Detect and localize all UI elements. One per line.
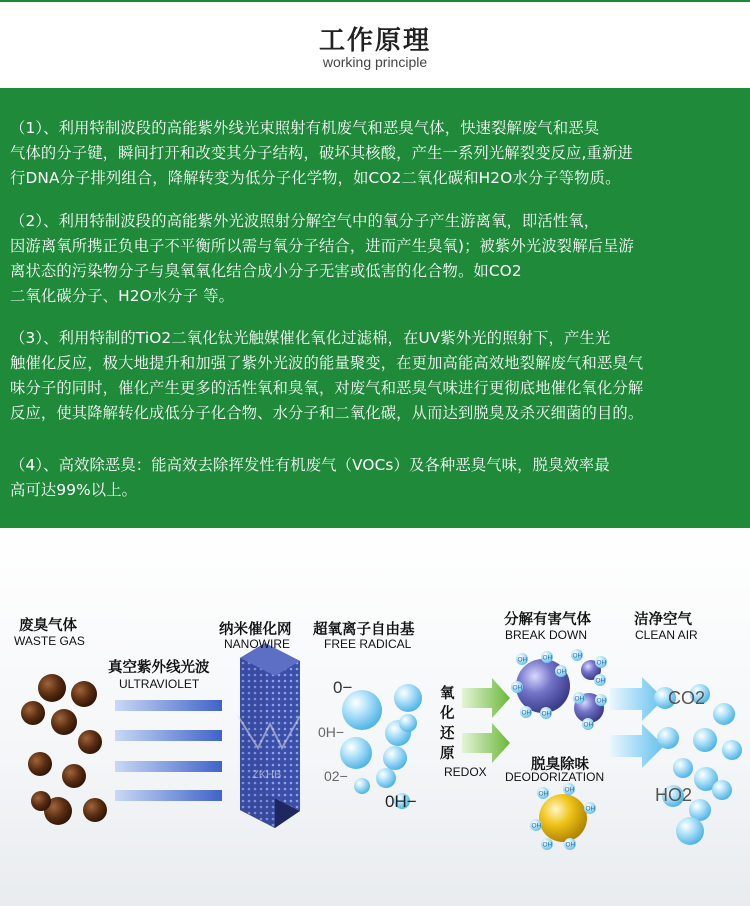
oh-tag-text: OH: [564, 786, 575, 794]
deodorization-label-cn: 脱臭除味: [531, 757, 589, 773]
uv-wave-stripe: [115, 700, 222, 711]
principle-4-line: （4）、高效除恶臭：能高效去除挥发性有机废气（VOCs）及各种恶臭气味，脱臭效率最: [10, 456, 610, 474]
principle-3-line: 反应，使其降解转化成低分子化合物、水分子和二氧化碳，从而达到脱臭及杀灭细菌的目的。: [10, 404, 644, 422]
uv-wave-stripe: [115, 730, 222, 741]
deodorization-molecule: [539, 794, 587, 842]
ultraviolet-waves: [115, 700, 222, 801]
principle-1: [10, 116, 742, 191]
clean-air-label-cn: 洁净空气: [634, 612, 692, 628]
oh-minus-label: 0H−: [318, 724, 345, 740]
waste-gas-molecule: [28, 752, 52, 776]
oh-tag-text: OH: [583, 721, 594, 729]
free-radical-label-en: FREE RADICAL: [324, 637, 412, 651]
oh-tag-text: OH: [512, 684, 523, 692]
nanowire-label-en: NANOWIRE: [224, 637, 290, 651]
co2-label: CO2: [668, 688, 706, 708]
oh-tag-text: OH: [517, 656, 528, 664]
oh-tag-text: OH: [542, 841, 553, 849]
oh-tag-text: OH: [556, 668, 567, 676]
redox-char: 化: [440, 706, 455, 722]
redox-char: 原: [440, 746, 455, 762]
oh-tag-text: OH: [585, 805, 596, 813]
oh-tag-text: OH: [541, 710, 552, 718]
principle-2-line: 因游离氧所携正负电子不平衡所以需与氧分子结合，进而产生臭氧)；被紫外光波裂解后呈游: [10, 237, 634, 255]
clean-air-molecule: [657, 727, 679, 749]
free-radical-bubble: [354, 778, 370, 794]
clean-air-molecule: [722, 740, 742, 760]
oh-tag-text: OH: [521, 709, 532, 717]
clean-air-molecule: [676, 817, 704, 845]
oh-tag-text: OH: [596, 659, 607, 667]
break-down-label-en: BREAK DOWN: [505, 628, 588, 642]
oh-tag-text: OH: [574, 695, 585, 703]
uv-wave-stripe: [115, 761, 222, 772]
waste-gas-label-en: WASTE GAS: [14, 634, 85, 648]
diagram-canvas: [0, 528, 750, 906]
principle-3-line: 味分子的同时，催化产生更多的活性氧和臭氧，对废气和恶臭气味进行更彻底地催化氧化分解: [10, 379, 644, 397]
principle-3-line: 触催化反应，极大地提升和加强了紫外光波的能量聚变，在更加高能高效地裂解废气和恶臭气: [10, 354, 644, 372]
ultraviolet-label-en: ULTRAVIOLET: [119, 677, 200, 691]
process-diagram: [0, 528, 750, 906]
ultraviolet-label-cn: 真空紫外线光波: [108, 660, 210, 676]
clean-air-arrow-icon: [610, 724, 664, 768]
page-title: 工作原理: [318, 26, 431, 56]
oh-tag-text: OH: [531, 822, 542, 830]
waste-gas-molecule: [83, 798, 107, 822]
free-radical-label-cn: 超氧离子自由基: [313, 622, 415, 638]
principle-4-line: 高可达99%以上。: [10, 481, 138, 499]
clean-air-molecule: [673, 758, 693, 778]
oh-tag-text: OH: [572, 652, 583, 660]
free-radical-bubble: [383, 746, 407, 770]
oh-minus-label: 0H−: [385, 792, 417, 811]
waste-gas-molecules: [21, 674, 107, 825]
principle-2-line: 离状态的污染物分子与臭氧氧化结合成小分子无害或低害的化合物。如CO2: [10, 262, 522, 280]
principle-3: [10, 326, 742, 426]
oh-tag-text: OH: [542, 654, 553, 662]
waste-gas-molecule: [51, 709, 77, 735]
redox-char: 还: [440, 726, 455, 742]
principle-2: [10, 209, 742, 309]
principle-1-line: （1）、利用特制波段的高能紫外线光束照射有机废气和恶臭气体，快速裂解废气和恶臭: [10, 119, 600, 137]
oh-tag-text: OH: [538, 790, 549, 798]
uv-wave-stripe: [115, 790, 222, 801]
o2-minus-label: 02−: [324, 768, 348, 784]
break-down-label-cn: 分解有害气体: [504, 612, 591, 628]
waste-gas-molecule: [71, 681, 97, 707]
waste-gas-molecule: [21, 701, 45, 725]
redox-arrow-icon: [462, 723, 510, 763]
clean-air-label-en: CLEAN AIR: [635, 628, 698, 642]
principle-4: [10, 453, 742, 503]
clean-air-molecule: [712, 780, 732, 800]
principle-1-line: 气体的分子键，瞬间打开和改变其分子结构，破坏其核酸，产生一系列光解裂变反应,重新进: [10, 144, 633, 162]
ho2-label: HO2: [655, 785, 693, 805]
free-radical-bubble: [376, 768, 396, 788]
waste-gas-molecule: [78, 730, 102, 754]
clean-air-molecule: [693, 728, 717, 752]
principles-panel: [0, 88, 750, 528]
waste-gas-molecule: [62, 764, 86, 788]
principle-2-line: 二氧化碳分子、H2O水分子 等。: [10, 287, 235, 305]
nanowire-label-cn: 纳米催化网: [219, 622, 292, 638]
redox-label-cn: [440, 684, 458, 764]
redox-arrow-icon: [462, 678, 510, 718]
oh-tag-text: OH: [595, 677, 606, 685]
watermark-text: ZKHB: [252, 769, 282, 781]
free-radical-bubbles: [340, 684, 422, 809]
waste-gas-molecule: [38, 674, 66, 702]
principle-3-line: （3）、利用特制的TiO2二氧化钛光触媒催化氧化过滤棉，在UV紫外光的照射下，产生光: [10, 329, 611, 347]
deodorization-molecule: [530, 783, 596, 850]
waste-gas-molecule: [31, 791, 51, 811]
break-down-molecules: [511, 649, 607, 730]
deodorization-label-en: DEODORIZATION: [505, 770, 605, 784]
redox-label-en: REDOX: [444, 765, 487, 779]
free-radical-bubble: [399, 714, 417, 732]
page-header: [0, 0, 750, 88]
principle-2-line: （2）、利用特制波段的高能紫外光波照射分解空气中的氧分子产生游离氧，即活性氧，: [10, 212, 600, 230]
principle-1-line: 行DNA分子排列组合，降解转变为低分子化学物，如CO2二氧化碳和H2O水分子等物质。: [10, 169, 621, 187]
page-subtitle: working principle: [322, 54, 428, 70]
nanowire-mesh: [240, 643, 300, 828]
oh-tag-text: OH: [596, 697, 607, 705]
oh-tag-text: OH: [565, 841, 576, 849]
waste-gas-label-cn: 废臭气体: [19, 618, 77, 634]
free-radical-bubble: [340, 737, 372, 769]
o-minus-label: 0−: [333, 678, 353, 697]
clean-air-molecule: [713, 703, 735, 725]
redox-char: 氧: [440, 686, 455, 702]
free-radical-bubble: [394, 684, 422, 712]
